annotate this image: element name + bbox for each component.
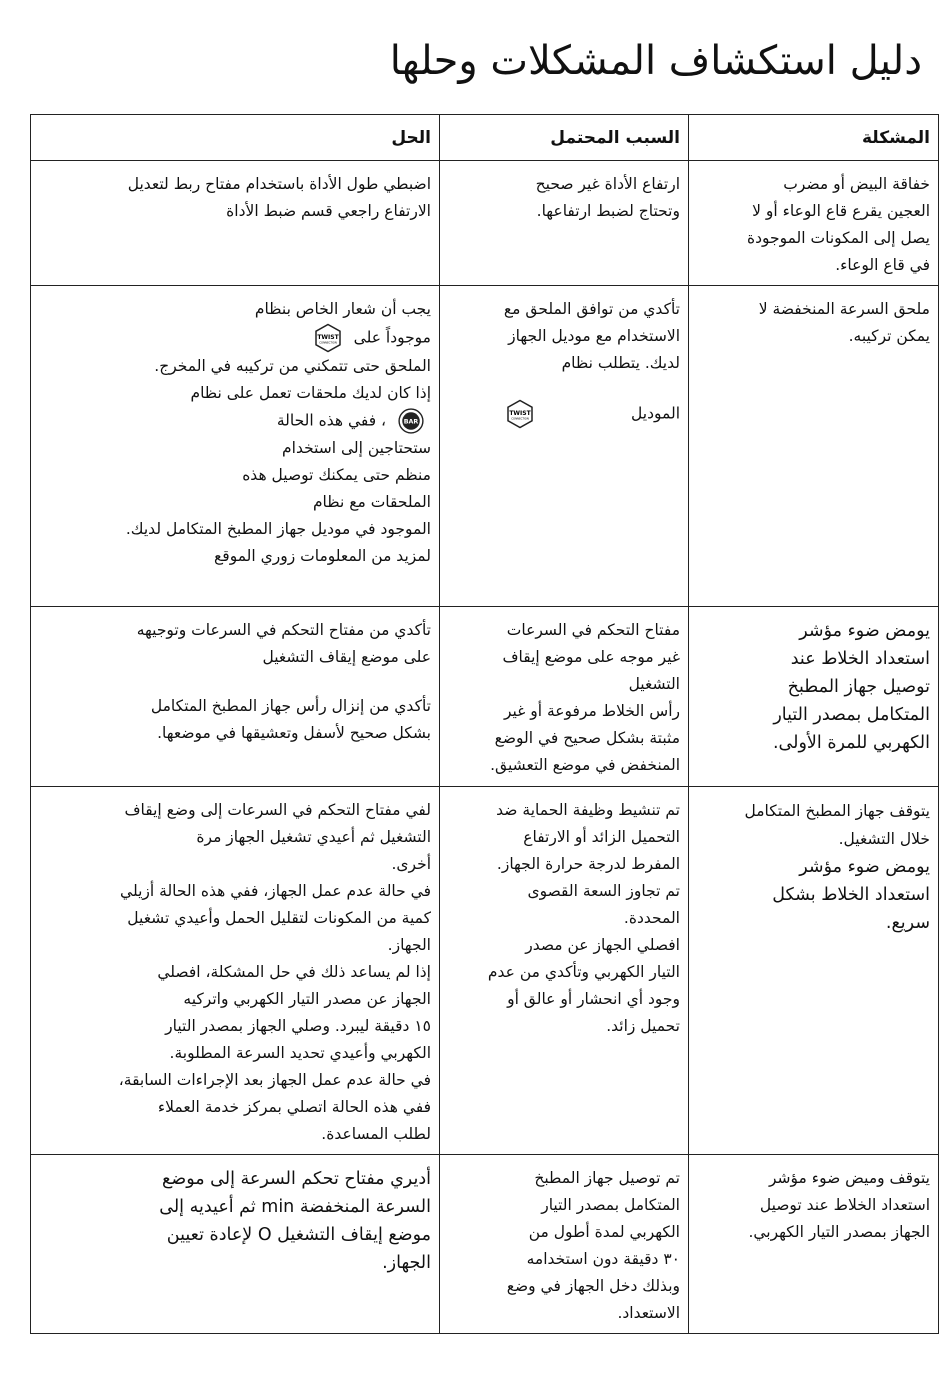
svg-text:TWIST: TWIST xyxy=(317,333,339,341)
text-line: يتوقف جهاز المطبخ المتكامل xyxy=(744,802,930,820)
solution-cell xyxy=(31,1155,440,1334)
text-line: المتكامل بمصدر التيار xyxy=(773,705,930,725)
text-line: الملحق حتى تتمكني من تركيبه في المخرج. xyxy=(154,357,431,375)
text-line: الكهربي لمدة أطول من xyxy=(528,1223,680,1241)
text-line: وجود أي انحشار أو عالق أو xyxy=(507,990,680,1008)
text-line: يجب أن شعار الخاص بنظام xyxy=(254,300,431,318)
text-line: التيار الكهربي وتأكدي من عدم xyxy=(487,963,680,981)
cause-cell xyxy=(440,607,689,787)
cause-cell xyxy=(440,787,689,1155)
troubleshooting-table xyxy=(30,114,939,1334)
problem-cell xyxy=(689,1155,939,1334)
svg-text:CONNECTION: CONNECTION xyxy=(511,417,529,421)
text-line: تأكدي من إنزال رأس جهاز المطبخ المتكامل xyxy=(150,697,431,715)
problem-cell xyxy=(689,286,939,607)
text-line: تأكدي من توافق الملحق مع xyxy=(503,300,680,318)
text-line: الاستعداد. xyxy=(617,1304,680,1322)
text-line: المحددة. xyxy=(623,909,680,927)
text-line: كمية من المكونات لتقليل الحمل وأعيدي تشغيل xyxy=(127,909,431,927)
text-line: أخرى. xyxy=(391,855,431,873)
text-line: على موضع إيقاف التشغيل xyxy=(262,648,431,666)
text-line: ارتفاع الأداة غير صحيح xyxy=(535,175,680,193)
text-line: الكهربي للمرة الأولى. xyxy=(772,733,930,753)
model-label: الموديل xyxy=(631,404,680,423)
text-line: استعداد الخلاط عند توصيل xyxy=(759,1196,930,1214)
text-line: تأكدي من مفتاح التحكم في السرعات وتوجيهه xyxy=(136,621,431,639)
text-line: يومض ضوء مؤشر xyxy=(799,857,930,877)
text-line: الجهاز. xyxy=(382,1253,431,1273)
text-line: موجوداً على TWIST CONNECTION xyxy=(39,323,431,353)
text-line: تم توصيل جهاز المطبخ xyxy=(534,1169,680,1187)
text-line: استعداد الخلاط عند xyxy=(790,649,930,669)
cause-cell xyxy=(440,1155,689,1334)
text-line: لطلب المساعدة. xyxy=(321,1125,431,1143)
text-line: منظم حتى يمكنك توصيل هذه xyxy=(242,466,431,484)
cause-cell xyxy=(440,161,689,286)
text-line xyxy=(448,399,680,429)
text-line: يتوقف وميض ضوء مؤشر xyxy=(769,1169,930,1187)
text-line: موضع إيقاف التشغيل O لإعادة تعيين xyxy=(166,1225,431,1245)
text-line: ففي هذه الحالة اتصلي بمركز خدمة العملاء xyxy=(157,1098,431,1116)
text-line: الاستخدام مع موديل الجهاز xyxy=(508,327,680,345)
text-line: سريع. xyxy=(885,913,930,933)
text-line: مثبتة بشكل صحيح في الوضع xyxy=(494,729,680,747)
text-line: العجين يقرع قاع الوعاء أو لا xyxy=(752,202,930,220)
spacer xyxy=(39,671,431,693)
text-line: وتحتاج لضبط ارتفاعها. xyxy=(536,202,680,220)
text-line: بشكل صحيح لأسفل وتعشيقها في موضعها. xyxy=(157,724,431,742)
svg-text:CONNECTION: CONNECTION xyxy=(318,341,337,345)
solution-cell xyxy=(31,607,440,787)
problem-cell xyxy=(689,161,939,286)
problem-cell xyxy=(689,607,939,787)
text-line: رأس الخلاط مرفوعة أو غير xyxy=(504,702,680,720)
text-line: ١٥ دقيقة ليبرد. وصلي الجهاز بمصدر التيار xyxy=(165,1017,431,1035)
text-line: تحميل زائد. xyxy=(606,1017,680,1035)
text-line: المنخفض في موضع التعشيق. xyxy=(490,756,680,774)
text-line: المفرط لدرجة حرارة الجهاز. xyxy=(496,855,680,873)
text-line: الجهاز عن مصدر التيار الكهربي واتركيه xyxy=(183,990,431,1008)
text-line: تم تجاوز السعة القصوى xyxy=(527,882,680,900)
header-cause: السبب المحتمل xyxy=(440,115,689,161)
text-line: لديك. يتطلب نظام xyxy=(561,354,680,372)
solution-cell xyxy=(31,161,440,286)
text-line: المتكامل بمصدر التيار xyxy=(541,1196,680,1214)
text-line: التشغيل xyxy=(628,675,680,693)
text-line: لمزيد من المعلومات زوري الموقع xyxy=(214,547,431,565)
text-line: الملحقات مع نظام xyxy=(312,493,431,511)
text-line: لفي مفتاح التحكم في السرعات إلى وضع إيقاف xyxy=(124,801,431,819)
text-line: يومض ضوء مؤشر xyxy=(799,621,930,641)
table-row xyxy=(31,1155,939,1334)
text-line: غير موجه على موضع إيقاف xyxy=(502,648,680,666)
text-line: استعداد الخلاط بشكل xyxy=(772,885,930,905)
text-line: الجهاز. xyxy=(387,936,431,954)
cause-cell xyxy=(440,286,689,607)
text-line: افصلي الجهاز عن مصدر xyxy=(525,936,680,954)
text-line: خلال التشغيل. xyxy=(838,830,930,848)
text-line: السرعة المنخفضة min ثم أعيديه إلى xyxy=(159,1197,431,1217)
table-row xyxy=(31,607,939,787)
text-line: ٣٠ دقيقة دون استخدامه xyxy=(526,1250,680,1268)
text-line: إذا كان لديك ملحقات تعمل على نظام xyxy=(190,384,431,402)
bar-icon xyxy=(397,407,425,435)
text-line: تم تنشيط وظيفة الحماية ضد xyxy=(496,801,680,819)
svg-text:TWIST: TWIST xyxy=(509,409,531,417)
text-line: توصيل جهاز المطبخ xyxy=(787,677,930,697)
twist-connection-icon xyxy=(505,399,535,429)
text-line: التشغيل ثم أعيدي تشغيل الجهاز مرة xyxy=(196,828,431,846)
text-line: الارتفاع راجعي قسم ضبط الأداة xyxy=(226,202,431,220)
spacer xyxy=(448,377,680,399)
solution-cell xyxy=(31,286,440,607)
text-line: في حالة عدم عمل الجهاز، ففي هذه الحالة أزيلي xyxy=(120,882,431,900)
problem-cell xyxy=(689,787,939,1155)
text-line: ملحق السرعة المنخفضة لا xyxy=(758,300,930,318)
header-problem: المشكلة xyxy=(689,115,939,161)
text-line: في قاع الوعاء. xyxy=(835,256,930,274)
header-solution: الحل xyxy=(31,115,440,161)
page-title: دليل استكشاف المشكلات وحلها xyxy=(389,38,922,84)
twist-connection-icon xyxy=(313,323,343,353)
text-line: اضبطي طول الأداة باستخدام مفتاح ربط لتعديل xyxy=(127,175,431,193)
text-line: الموجود في موديل جهاز المطبخ المتكامل لديك. xyxy=(125,520,431,538)
text-line: يمكن تركيبه. xyxy=(848,327,930,345)
text-line: أديري مفتاح تحكم السرعة إلى موضع xyxy=(162,1169,431,1189)
text-line: في حالة عدم عمل الجهاز بعد الإجراءات السابقة، xyxy=(118,1071,431,1089)
text-line: خفاقة البيض أو مضرب xyxy=(783,175,930,193)
solution-cell xyxy=(31,787,440,1155)
text-line: وبذلك دخل الجهاز في وضع xyxy=(506,1277,680,1295)
text-line: الجهاز بمصدر التيار الكهربي. xyxy=(748,1223,930,1241)
table-row xyxy=(31,161,939,286)
svg-text:BAR: BAR xyxy=(403,418,419,426)
text-line: الكهربي وأعيدي تحديد السرعة المطلوبة. xyxy=(169,1044,431,1062)
table-row xyxy=(31,787,939,1155)
table-header-row xyxy=(31,115,939,161)
text-line: مفتاح التحكم في السرعات xyxy=(506,621,680,639)
text-line: يصل إلى المكونات الموجودة xyxy=(746,229,930,247)
text-line: BAR ، ففي هذه الحالة xyxy=(39,407,431,435)
text-line: إذا لم يساعد ذلك في حل المشكلة، افصلي xyxy=(157,963,431,981)
text-line: التحميل الزائد أو الارتفاع xyxy=(523,828,680,846)
table-row xyxy=(31,286,939,607)
text-line: ستحتاجين إلى استخدام xyxy=(282,439,431,457)
